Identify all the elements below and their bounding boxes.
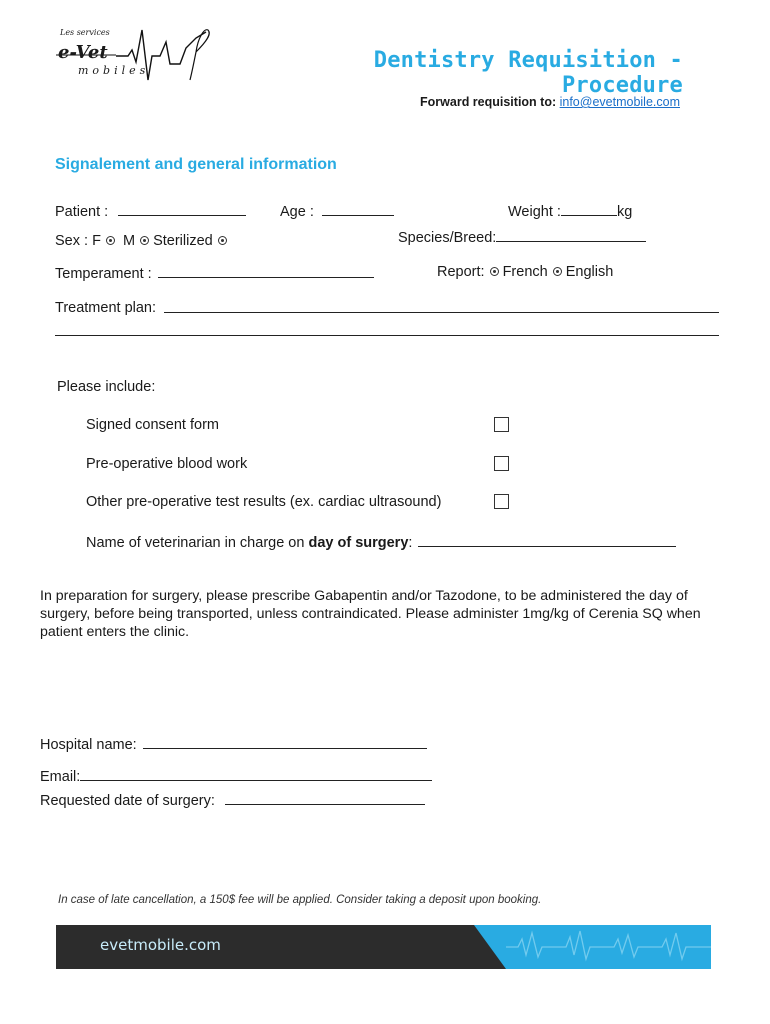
radio-sterilized[interactable] [218, 236, 227, 245]
vet-label-prefix: Name of veterinarian in charge on [86, 535, 309, 551]
treatment-input-line-1[interactable] [164, 312, 719, 313]
patient-input[interactable] [118, 201, 246, 216]
radio-french[interactable] [490, 267, 499, 276]
treatment-input-line-2[interactable] [55, 335, 719, 336]
weight-input[interactable] [561, 201, 617, 216]
report-label: Report: [437, 264, 485, 280]
include-heading: Please include: [57, 379, 156, 395]
age-input[interactable] [322, 201, 394, 216]
vet-input[interactable] [418, 532, 676, 547]
report-french-label: French [502, 264, 548, 280]
vet-label-bold: day of surgery [308, 535, 409, 551]
temperament-label: Temperament : [55, 266, 152, 282]
surgery-date-input[interactable] [225, 790, 425, 805]
weight-field [508, 201, 632, 221]
surgery-date-field [40, 790, 425, 810]
cancellation-notice: In case of late cancellation, a 150$ fee will be applied. Consider taking a deposit upon booking. [58, 894, 542, 906]
species-field [398, 227, 646, 247]
age-label: Age : [280, 204, 314, 220]
section-heading-signalement: Signalement and general information [55, 156, 337, 173]
checkbox-bloodwork[interactable] [494, 456, 509, 471]
radio-male[interactable] [140, 236, 149, 245]
checkbox-other-tests[interactable] [494, 494, 509, 509]
radio-english[interactable] [553, 267, 562, 276]
logo-brand: e-Vet [58, 42, 108, 63]
report-field [437, 263, 613, 281]
include-item-bloodwork: Pre-operative blood work [86, 456, 248, 472]
footer-heartbeat-icon [56, 925, 711, 969]
email-input[interactable] [80, 766, 432, 781]
species-input[interactable] [496, 227, 646, 242]
temperament-input[interactable] [158, 263, 374, 278]
checkbox-consent[interactable] [494, 417, 509, 432]
preparation-paragraph: In preparation for surgery, please prescribe Gabapentin and/or Tazodone, to be administered the day of surgery, before being transported, unless contraindicated. Please administer 1mg/kg of Cerenia SQ when patient enters the clinic. [40, 588, 701, 640]
patient-label: Patient : [55, 204, 109, 220]
hospital-name-input[interactable] [143, 734, 427, 749]
logo-sub: mobiles [78, 64, 150, 77]
sex-sterilized-label: Sterilized [153, 233, 213, 249]
email-label: Email: [40, 769, 81, 785]
forward-line [360, 95, 680, 109]
include-item-consent: Signed consent form [86, 417, 219, 433]
footer-banner [56, 925, 711, 969]
radio-female[interactable] [106, 236, 115, 245]
forward-label: Forward requisition to: [420, 95, 557, 109]
species-label: Species/Breed: [398, 230, 497, 246]
vet-label-suffix: : [408, 535, 413, 551]
sex-field [55, 232, 231, 250]
sex-m-label: M [122, 233, 136, 249]
hospital-name-label: Hospital name: [40, 737, 137, 753]
logo [56, 22, 216, 104]
surgery-date-label: Requested date of surgery: [40, 793, 215, 809]
include-item-other-tests: Other pre-operative test results (ex. cardiac ultrasound) [86, 494, 442, 510]
temperament-field [55, 263, 374, 283]
email-field [40, 766, 432, 786]
logo-top-text: Les services [60, 28, 110, 37]
weight-unit: kg [616, 204, 633, 220]
vet-field [86, 532, 676, 552]
treatment-label: Treatment plan: [55, 300, 157, 316]
hospital-name-field [40, 734, 427, 754]
age-field [280, 201, 394, 221]
weight-label: Weight : [508, 204, 561, 220]
forward-email-link[interactable]: info@evetmobile.com [559, 95, 680, 109]
sex-label: Sex : F [55, 233, 101, 249]
page-title: Dentistry Requisition - Procedure [373, 48, 683, 98]
footer-site: evetmobile.com [100, 936, 221, 954]
report-english-label: English [565, 264, 614, 280]
patient-field [55, 201, 246, 221]
